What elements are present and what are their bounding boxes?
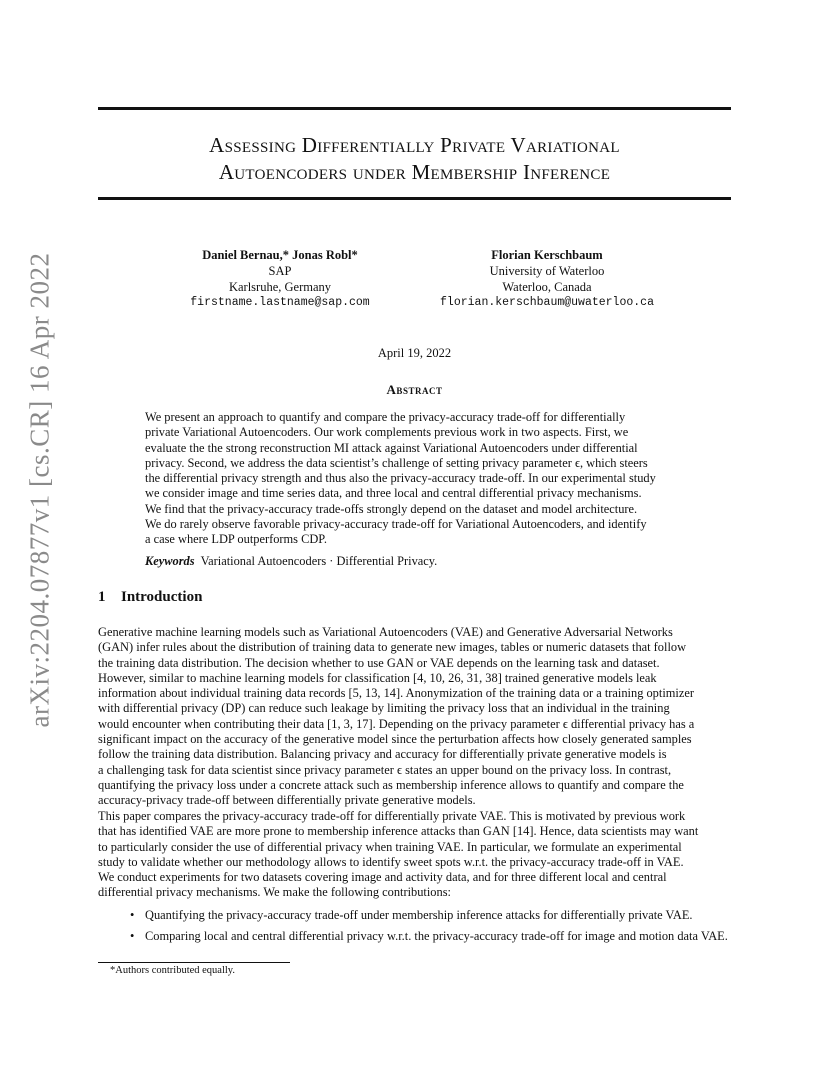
author-email: firstname.lastname@sap.com bbox=[190, 296, 370, 309]
paragraph-line: to particularly consider the use of differential privacy when training VAE. In particular, we formulate an experimental bbox=[98, 839, 682, 854]
paragraph-line[interactable]: that has identified VAE are more prone to membership inference attacks than GAN [14]. Hence, data scientists may want bbox=[98, 824, 699, 839]
bullet-marker: • bbox=[130, 908, 135, 922]
paragraph-line: We conduct experiments for two datasets covering image and activity data, and for three different local and central bbox=[98, 870, 667, 885]
keywords-label: Keywords bbox=[145, 554, 195, 568]
contribution-bullet-2 bbox=[130, 929, 732, 944]
abstract-line: we consider image and time series data, and three local and central differential privacy mechanisms. bbox=[145, 486, 642, 501]
paragraph-line[interactable]: However, similar to machine learning models for classification [4, 10, 26, 31, 38] trained generative models leak bbox=[98, 670, 657, 685]
section-heading-introduction bbox=[98, 589, 202, 606]
paragraph-line: follow the training data distribution. Balancing privacy and accuracy for differentially private generative models is bbox=[98, 747, 667, 762]
author-names: Daniel Bernau,* Jonas Robl* bbox=[202, 248, 358, 262]
contribution-bullet-1 bbox=[130, 908, 732, 923]
keywords-text: Variational Autoencoders · Differential Privacy. bbox=[200, 554, 438, 568]
abstract-line: privacy. Second, we address the data scientist’s challenge of setting privacy parameter ϵ, which steers bbox=[145, 455, 648, 470]
paragraph-line: accuracy-privacy trade-off between differentially private generative models. bbox=[98, 793, 476, 808]
paragraph-line: (GAN) infer rules about the distribution of training data to generate new images, tables or numeric datasets that follow bbox=[98, 640, 687, 655]
abstract-text bbox=[145, 410, 685, 548]
paragraph-line: a challenging task for data scientist since privacy parameter ϵ states an upper bound on the privacy loss. In contrast, bbox=[98, 762, 672, 777]
title-line-2: Autoencoders under Membership Inference bbox=[218, 160, 611, 184]
paper-title bbox=[98, 132, 731, 186]
intro-paragraph-1 bbox=[98, 625, 731, 809]
author-names: Florian Kerschbaum bbox=[491, 248, 603, 262]
abstract-line: evaluate the the strong reconstruction MI attack against Variational Autoencoders under differential bbox=[145, 440, 638, 455]
abstract-line: We present an approach to quantify and compare the privacy-accuracy trade-off for differentially bbox=[145, 410, 626, 424]
title-line-1: Assessing Differentially Private Variational bbox=[209, 133, 620, 157]
abstract-line: private Variational Autoencoders. Our work complements previous work in two aspects. First, we bbox=[145, 425, 629, 440]
author-block-sap bbox=[160, 247, 400, 311]
paragraph-line: significant impact on the accuracy of the generative model since the perturbation affects how closely generated samples bbox=[98, 732, 692, 747]
paragraph-line: study to validate whether our methodology allows to identify sweet spots w.r.t. the privacy-accuracy trade-off in VAE. bbox=[98, 854, 684, 869]
author-location: Karlsruhe, Germany bbox=[228, 280, 332, 294]
title-top-rule bbox=[98, 107, 731, 110]
abstract-line: We find that the privacy-accuracy trade-offs strongly depend on the dataset and model architecture. bbox=[145, 501, 638, 516]
arxiv-identifier[interactable]: arXiv:2204.07877v1 [cs.CR] 16 Apr 2022 bbox=[24, 252, 55, 728]
paragraph-line: Generative machine learning models such as Variational Autoencoders (VAE) and Generative Adversarial Networks bbox=[98, 625, 673, 639]
arxiv-sidebar bbox=[6, 252, 66, 728]
section-number: 1 bbox=[98, 589, 106, 605]
keywords bbox=[145, 554, 685, 569]
paragraph-line: differential privacy mechanisms. We make the following contributions: bbox=[98, 885, 451, 900]
bullet-text: Comparing local and central differential privacy w.r.t. the privacy-accuracy trade-off for image and motion data VAE. bbox=[145, 929, 728, 943]
paragraph-line: with differential privacy (DP) can reduce such leakage by limiting the privacy loss that an individual in the training bbox=[98, 701, 670, 716]
footnote: *Authors contributed equally. bbox=[110, 965, 236, 976]
bullet-marker: • bbox=[130, 929, 135, 943]
author-affiliation: University of Waterloo bbox=[489, 264, 605, 278]
title-bottom-rule bbox=[98, 197, 731, 200]
abstract-line: a case where LDP outperforms CDP. bbox=[145, 532, 327, 547]
intro-paragraph-2 bbox=[98, 809, 731, 901]
paragraph-line[interactable]: information about individual training data records [5, 13, 14]. Anonymization of the training data or a training optimizer bbox=[98, 686, 694, 701]
author-email: florian.kerschbaum@uwaterloo.ca bbox=[440, 296, 654, 309]
footnote-rule bbox=[98, 962, 290, 963]
paragraph-line[interactable]: would encounter when contributing their data [1, 3, 17]. Depending on the privacy parameter ϵ differential privacy has a bbox=[98, 716, 695, 731]
abstract-line: the differential privacy strength and thus also the privacy-accuracy trade-off. In our experimental study bbox=[145, 471, 656, 486]
author-location: Waterloo, Canada bbox=[502, 280, 592, 294]
publication-date: April 19, 2022 bbox=[377, 346, 452, 360]
paragraph-line: quantifying the privacy loss under a concrete attack such as membership inference allows to quantify and compare the bbox=[98, 777, 684, 792]
paragraph-line: This paper compares the privacy-accuracy trade-off for differentially private VAE. This is motivated by previous work bbox=[98, 809, 686, 823]
section-title: Introduction bbox=[121, 589, 203, 605]
paragraph-line: the training data distribution. The decision whether to use GAN or VAE depends on the learning task and dataset. bbox=[98, 655, 660, 670]
author-affiliation: SAP bbox=[268, 264, 292, 278]
bullet-text: Quantifying the privacy-accuracy trade-off under membership inference attacks for differentially private VAE. bbox=[145, 908, 693, 922]
abstract-line: We do rarely observe favorable privacy-accuracy trade-off for Variational Autoencoders, and identify bbox=[145, 517, 647, 532]
abstract-heading: Abstract bbox=[386, 382, 443, 397]
author-block-waterloo bbox=[427, 247, 667, 311]
